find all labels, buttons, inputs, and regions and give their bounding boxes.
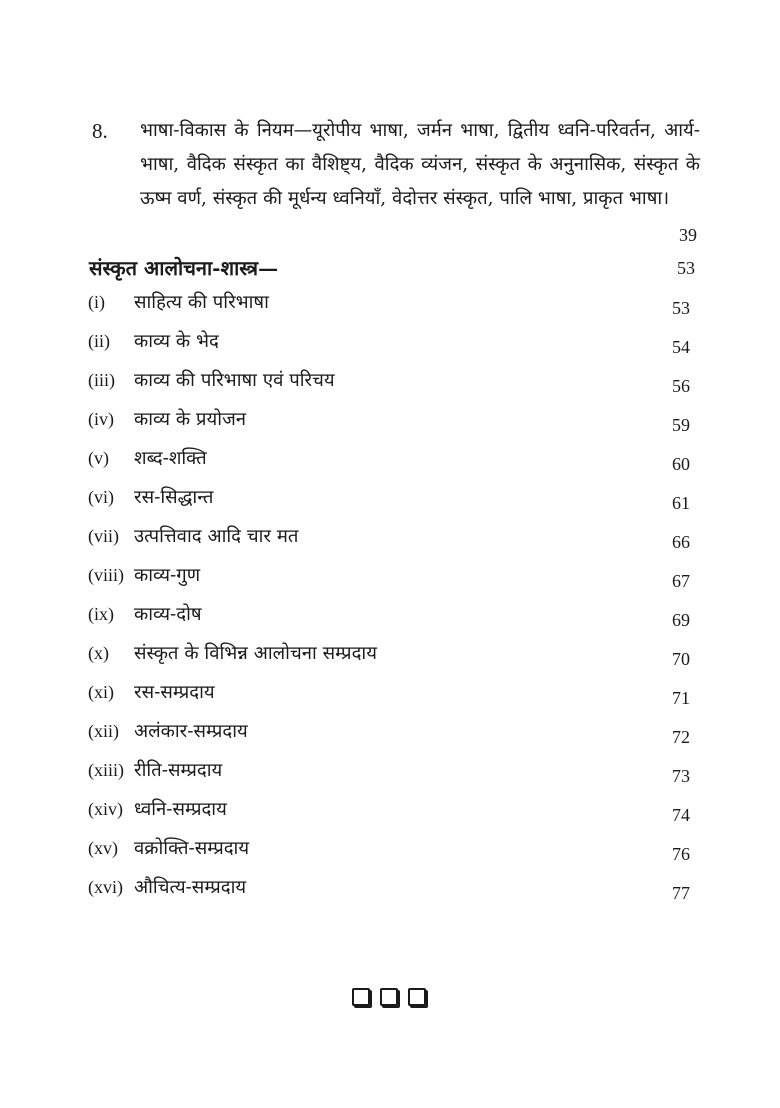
entry-roman-numeral: (iv) bbox=[88, 409, 114, 429]
toc-entry bbox=[0, 322, 780, 361]
toc-entry bbox=[0, 751, 780, 790]
entry-title: काव्य-गुण bbox=[134, 565, 201, 586]
entry-title: वक्रोक्ति-सम्प्रदाय bbox=[134, 838, 250, 859]
toc-entry bbox=[0, 478, 780, 517]
page-number: 53 bbox=[677, 258, 695, 278]
page-number: 71 bbox=[672, 688, 690, 708]
page-number: 77 bbox=[672, 883, 690, 903]
toc-entry bbox=[0, 439, 780, 478]
toc-entry bbox=[0, 283, 780, 322]
toc-entry bbox=[0, 361, 780, 400]
item-description: भाषा-विकास के नियम—यूरोपीय भाषा, जर्मन भाषा, द्वितीय ध्वनि-परिवर्तन, आर्य-भाषा, वैदिक संस्कृत का वैशिष्ट्य, वैदिक व्यंजन, संस्कृत के अनुनासिक, संस्कृत के ऊष्म वर्ण, संस्कृत की मूर्धन्य ध्वनियाँ, वेदोत्तर संस्कृत, पालि भाषा, प्राकृत भाषा। bbox=[140, 120, 700, 209]
toc-entry bbox=[0, 829, 780, 868]
entry-roman-numeral: (ii) bbox=[88, 331, 110, 351]
page-number: 76 bbox=[672, 844, 690, 864]
end-marks bbox=[352, 988, 426, 1006]
square-mark-icon bbox=[380, 988, 398, 1006]
entry-roman-numeral: (ix) bbox=[88, 604, 114, 624]
entry-roman-numeral: (vi) bbox=[88, 487, 114, 507]
entry-title: उत्पत्तिवाद आदि चार मत bbox=[134, 526, 299, 547]
entry-title: औचित्य-सम्प्रदाय bbox=[134, 877, 247, 898]
entry-roman-numeral: (xvi) bbox=[88, 877, 123, 897]
entry-roman-numeral: (xiii) bbox=[88, 760, 124, 780]
page-number: 54 bbox=[672, 337, 690, 357]
toc-entry bbox=[0, 634, 780, 673]
toc-entry bbox=[0, 790, 780, 829]
entry-roman-numeral: (xv) bbox=[88, 838, 118, 858]
entry-title: ध्वनि-सम्प्रदाय bbox=[134, 799, 227, 820]
entry-title: संस्कृत के विभिन्न आलोचना सम्प्रदाय bbox=[134, 643, 377, 664]
entry-title: काव्य की परिभाषा एवं परिचय bbox=[134, 370, 335, 391]
entry-roman-numeral: (i) bbox=[88, 292, 105, 312]
toc-entry bbox=[0, 517, 780, 556]
page-number: 67 bbox=[672, 571, 690, 591]
entry-title: काव्य-दोष bbox=[134, 604, 202, 625]
entry-roman-numeral: (viii) bbox=[88, 565, 124, 585]
item-number: 8. bbox=[92, 119, 108, 143]
entry-title: काव्य के भेद bbox=[134, 331, 219, 352]
toc-entry bbox=[0, 712, 780, 751]
entry-roman-numeral: (iii) bbox=[88, 370, 115, 390]
toc-entry bbox=[0, 868, 780, 907]
page-number: 73 bbox=[672, 766, 690, 786]
toc-entry-list bbox=[0, 283, 780, 907]
entry-title: रस-सिद्धान्त bbox=[134, 487, 214, 508]
entry-title: अलंकार-सम्प्रदाय bbox=[134, 721, 248, 742]
entry-roman-numeral: (vii) bbox=[88, 526, 119, 546]
entry-roman-numeral: (x) bbox=[88, 643, 109, 663]
square-mark-icon bbox=[408, 988, 426, 1006]
page-number: 53 bbox=[672, 298, 690, 318]
entry-roman-numeral: (xiv) bbox=[88, 799, 123, 819]
page-number: 59 bbox=[672, 415, 690, 435]
toc-entry bbox=[0, 595, 780, 634]
page-number: 69 bbox=[672, 610, 690, 630]
entry-title: रस-सम्प्रदाय bbox=[134, 682, 215, 703]
toc-entry bbox=[0, 673, 780, 712]
page-number: 72 bbox=[672, 727, 690, 747]
entry-roman-numeral: (v) bbox=[88, 448, 109, 468]
entry-title: साहित्य की परिभाषा bbox=[134, 292, 269, 313]
section-header bbox=[89, 250, 695, 286]
section-title: संस्कृत आलोचना-शास्त्र— bbox=[89, 256, 279, 280]
page-number: 70 bbox=[672, 649, 690, 669]
page-number: 39 bbox=[679, 225, 697, 245]
page-number: 56 bbox=[672, 376, 690, 396]
entry-roman-numeral: (xi) bbox=[88, 682, 114, 702]
toc-entry bbox=[0, 400, 780, 439]
entry-title: शब्द-शक्ति bbox=[134, 448, 207, 469]
square-mark-icon bbox=[352, 988, 370, 1006]
toc-entry bbox=[0, 556, 780, 595]
entry-title: रीति-सम्प्रदाय bbox=[134, 760, 223, 781]
page-number: 66 bbox=[672, 532, 690, 552]
page-number: 74 bbox=[672, 805, 690, 825]
page-number: 60 bbox=[672, 454, 690, 474]
page-number: 61 bbox=[672, 493, 690, 513]
entry-roman-numeral: (xii) bbox=[88, 721, 119, 741]
entry-title: काव्य के प्रयोजन bbox=[134, 409, 247, 430]
